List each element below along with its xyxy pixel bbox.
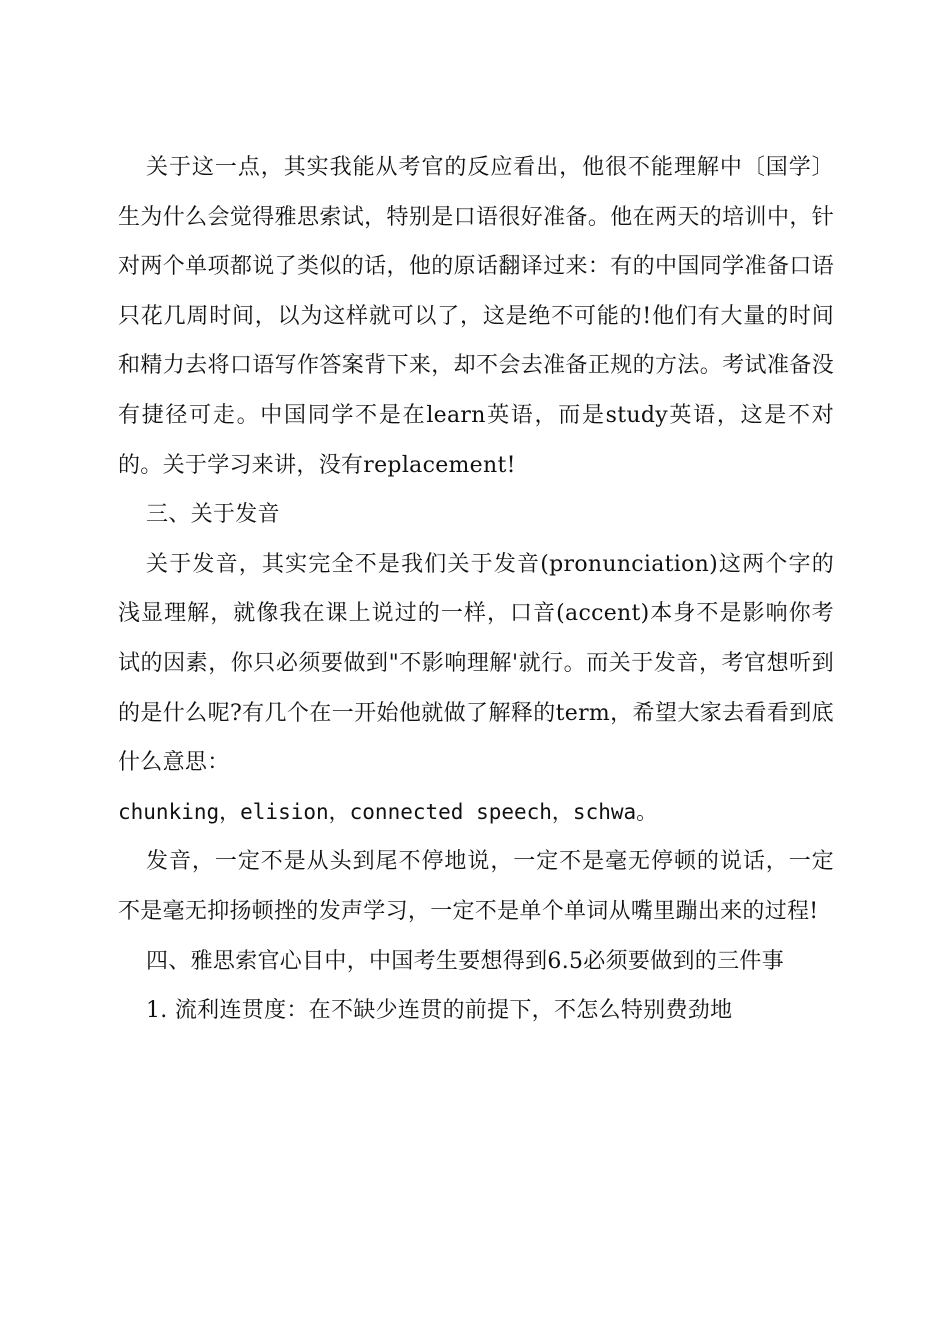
section-heading-pronunciation: 三、关于发音 (146, 502, 280, 528)
paragraph-pronunciation: 关于发音，其实完全不是我们关于发音(pronunciation)这两个字的浅显理解，就像我在课上说过的一样，口音(accent)本身不是影响你考试的因素，你只必须要做到"不影响理解'就行。而关于发音，考官想听到的是什么呢?有几个在一开始他就做了解释的term，希望大家去看看到底什么意思： (118, 551, 834, 776)
paragraph-examiner-reaction: 关于这一点，其实我能从考官的反应看出，他很不能理解中〔国学〕生为什么会觉得雅思索试，特别是口语很好准备。他在两天的培训中，针对两个单项都说了类似的话，他的原话翻译过来：有的中国同学准备口语只花几周时间，以为这样就可以了，这是绝不可能的!他们有大量的时间和精力去将口语写作答案背下来，却不会去准备正规的方法。考试准备没有捷径可走。中国同学不是在learn英语，而是study英语，这是不对的。关于学习来讲，没有replacement! (118, 155, 834, 478)
section-heading-three-things: 四、雅思索官心目中，中国考生要想得到6.5必须要做到的三件事 (146, 948, 784, 974)
terms-list: chunking，elision，connected speech，schwa。 (118, 799, 658, 824)
document-body (118, 143, 834, 1036)
paragraph-pronunciation-definition: 发音，一定不是从头到尾不停地说，一定不是毫无停顿的说话，一定不是毫无抑扬顿挫的发声学习，一定不是单个单词从嘴里蹦出来的过程! (118, 849, 834, 924)
list-item-fluency: 1. 流利连贯度：在不缺少连贯的前提下，不怎么特别费劲地 (146, 998, 733, 1024)
